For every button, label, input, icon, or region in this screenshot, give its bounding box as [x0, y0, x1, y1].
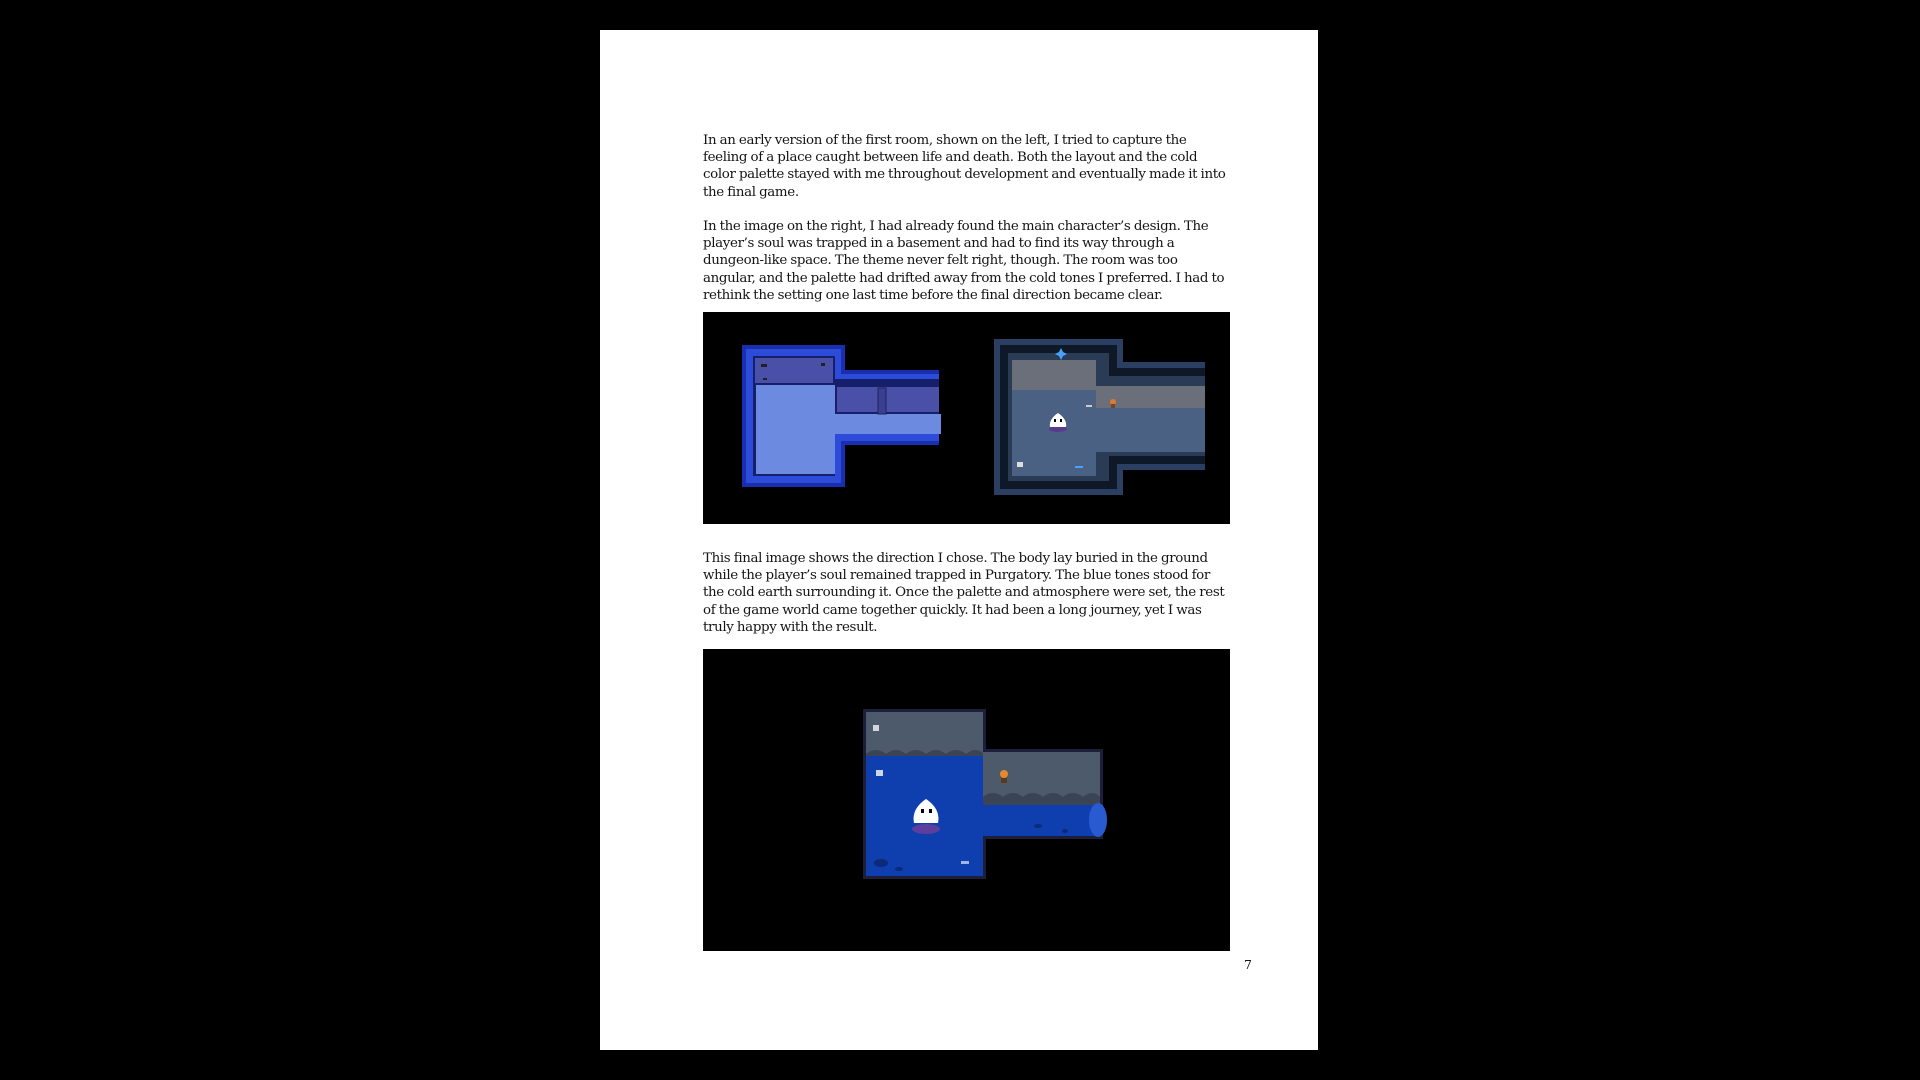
paragraph-dungeon-version: In the image on the right, I had already found the main character’s design. The player’s soul was trapped in a basement and had to find its way through a dungeon-like space. The theme never felt right, though. The room was too angular, and the palette had drifted away from the cold tones I preferred. I had to rethink the setting one last time before the final direction became clear. [703, 219, 1225, 303]
early-room-comparison-image [703, 312, 1230, 524]
document-page [600, 30, 1318, 1050]
paragraph-final-direction: This final image shows the direction I chose. The body lay buried in the ground while the player’s soul remained trapped in Purgatory. The blue tones stood for the cold earth surrounding it. Once the palette and atmosphere were set, the rest of the game world came together quickly. It had been a long journey, yet I was truly happy with the result. [703, 551, 1225, 635]
page-number: 7 [1244, 957, 1252, 972]
final-room-image [703, 649, 1230, 951]
paragraph-early-room: In an early version of the first room, shown on the left, I tried to capture the feeling of a place caught between life and death. Both the layout and the cold color palette stayed with me throughout development and eventually made it into the final game. [703, 133, 1226, 200]
